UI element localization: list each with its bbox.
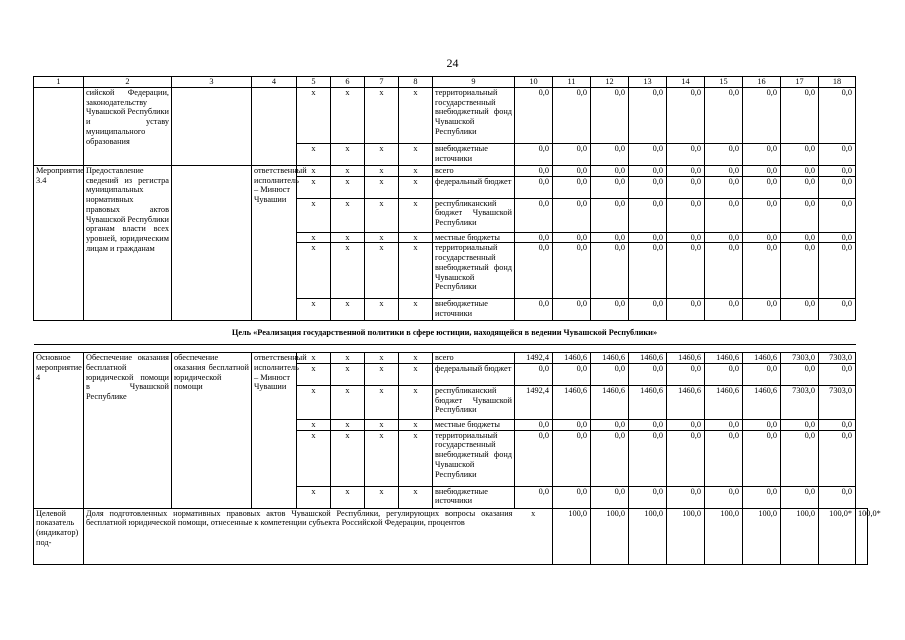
value-cell: 1492,4 — [515, 353, 553, 364]
value-cell: 0,0 — [591, 363, 629, 385]
value-cell: 0,0 — [553, 363, 591, 385]
value-cell: 0,0 — [819, 419, 856, 430]
code-cell: x — [399, 430, 433, 486]
column-number: 11 — [553, 77, 591, 88]
funding-source: территориальный государственный внебюджетный фонд Чувашской Республики — [433, 243, 515, 299]
indicator-value: 100,0 — [591, 508, 629, 564]
value-cell: 0,0 — [705, 232, 743, 243]
value-cell: 1460,6 — [667, 385, 705, 419]
code-cell: x — [365, 385, 399, 419]
funding-source: местные бюджеты — [433, 419, 515, 430]
value-cell: 0,0 — [515, 232, 553, 243]
value-cell: 0,0 — [515, 299, 553, 321]
column-number: 7 — [365, 77, 399, 88]
indicator-code: x — [515, 508, 553, 564]
code-cell: x — [331, 165, 365, 176]
value-cell: 1460,6 — [705, 385, 743, 419]
funding-source: внебюджетные источники — [433, 299, 515, 321]
value-cell: 0,0 — [743, 143, 781, 165]
value-cell: 1460,6 — [743, 353, 781, 364]
value-cell: 0,0 — [591, 243, 629, 299]
code-cell: x — [297, 385, 331, 419]
code-cell: x — [399, 419, 433, 430]
budget-table — [33, 76, 881, 565]
code-cell: x — [399, 165, 433, 176]
value-cell: 0,0 — [705, 419, 743, 430]
funding-source: федеральный бюджет — [433, 176, 515, 198]
value-cell: 0,0 — [819, 363, 856, 385]
value-cell: 0,0 — [667, 232, 705, 243]
code-cell: x — [365, 486, 399, 508]
value-cell: 0,0 — [515, 198, 553, 232]
code-cell: x — [399, 87, 433, 143]
code-cell: x — [297, 198, 331, 232]
executor — [252, 87, 297, 165]
code-cell: x — [297, 243, 331, 299]
value-cell: 0,0 — [515, 486, 553, 508]
value-cell: 0,0 — [591, 430, 629, 486]
value-cell: 0,0 — [781, 363, 819, 385]
value-cell: 0,0 — [515, 419, 553, 430]
value-cell: 0,0 — [743, 243, 781, 299]
column-number: 2 — [84, 77, 172, 88]
value-cell: 0,0 — [705, 165, 743, 176]
code-cell: x — [331, 419, 365, 430]
value-cell: 1460,6 — [553, 353, 591, 364]
value-cell: 0,0 — [819, 486, 856, 508]
value-cell: 0,0 — [781, 243, 819, 299]
value-cell: 0,0 — [591, 143, 629, 165]
task-description — [172, 87, 252, 165]
code-cell: x — [331, 143, 365, 165]
value-cell: 0,0 — [629, 419, 667, 430]
value-cell: 0,0 — [629, 243, 667, 299]
value-cell: 0,0 — [667, 198, 705, 232]
code-cell: x — [297, 165, 331, 176]
column-number: 1 — [34, 77, 84, 88]
value-cell: 0,0 — [515, 176, 553, 198]
column-number: 9 — [433, 77, 515, 88]
value-cell: 7303,0 — [819, 353, 856, 364]
code-cell: x — [399, 198, 433, 232]
value-cell: 0,0 — [705, 363, 743, 385]
value-cell: 0,0 — [667, 430, 705, 486]
funding-source: внебюджетные источники — [433, 143, 515, 165]
value-cell: 0,0 — [591, 419, 629, 430]
value-cell: 0,0 — [515, 243, 553, 299]
value-cell: 0,0 — [781, 299, 819, 321]
indicator-value: 100,0* — [856, 508, 868, 564]
value-cell: 1460,6 — [743, 385, 781, 419]
value-cell: 0,0 — [781, 430, 819, 486]
value-cell: 0,0 — [553, 486, 591, 508]
funding-source: внебюджетные источники — [433, 486, 515, 508]
value-cell: 1460,6 — [553, 385, 591, 419]
column-number: 18 — [819, 77, 856, 88]
indicator-value: 100,0 — [781, 508, 819, 564]
funding-source: всего — [433, 165, 515, 176]
indicator-value: 100,0 — [553, 508, 591, 564]
code-cell: x — [331, 176, 365, 198]
value-cell: 0,0 — [781, 198, 819, 232]
value-cell: 0,0 — [629, 143, 667, 165]
value-cell: 1460,6 — [667, 353, 705, 364]
indicator-value: 100,0* — [819, 508, 856, 564]
value-cell: 0,0 — [819, 430, 856, 486]
measure-description: Обеспечение оказания бесплатной юридической помощи в Чувашской Республике — [84, 353, 172, 509]
value-cell: 0,0 — [705, 87, 743, 143]
code-cell: x — [365, 165, 399, 176]
value-cell: 0,0 — [705, 299, 743, 321]
code-cell: x — [365, 143, 399, 165]
measure-label — [34, 87, 84, 165]
column-number: 8 — [399, 77, 433, 88]
code-cell: x — [399, 385, 433, 419]
value-cell: 0,0 — [591, 176, 629, 198]
value-cell: 7303,0 — [781, 353, 819, 364]
code-cell: x — [399, 363, 433, 385]
value-cell: 0,0 — [667, 176, 705, 198]
code-cell: x — [297, 430, 331, 486]
value-cell: 0,0 — [553, 299, 591, 321]
measure-description: Предоставление сведений из регистра муниципальных нормативных правовых актов Чувашской Республики органам власти всех уровней, юридическим лицам и гражданам — [84, 165, 172, 321]
value-cell: 1460,6 — [629, 353, 667, 364]
column-number: 12 — [591, 77, 629, 88]
value-cell: 1460,6 — [591, 385, 629, 419]
value-cell: 0,0 — [819, 198, 856, 232]
funding-source: территориальный государственный внебюджетный фонд Чувашской Республики — [433, 87, 515, 143]
executor: ответственный исполнитель – Минюст Чувашии — [252, 165, 297, 321]
value-cell: 0,0 — [743, 430, 781, 486]
code-cell: x — [399, 176, 433, 198]
value-cell: 0,0 — [781, 165, 819, 176]
code-cell: x — [365, 299, 399, 321]
value-cell: 0,0 — [781, 419, 819, 430]
value-cell: 0,0 — [743, 419, 781, 430]
measure-label: Основное мероприятие 4 — [34, 353, 84, 509]
value-cell: 0,0 — [553, 143, 591, 165]
value-cell: 0,0 — [515, 363, 553, 385]
value-cell: 0,0 — [667, 165, 705, 176]
value-cell: 7303,0 — [781, 385, 819, 419]
value-cell: 0,0 — [705, 143, 743, 165]
value-cell: 0,0 — [629, 176, 667, 198]
funding-source: территориальный государственный внебюджетный фонд Чувашской Республики — [433, 430, 515, 486]
executor: ответственный исполнитель – Минюст Чувашии — [252, 353, 297, 509]
value-cell: 0,0 — [705, 176, 743, 198]
value-cell: 0,0 — [819, 232, 856, 243]
column-number: 3 — [172, 77, 252, 88]
task-description: обеспечение оказания бесплатной юридической помощи — [172, 353, 252, 509]
header-row — [34, 77, 868, 88]
indicator-value: 100,0 — [705, 508, 743, 564]
value-cell: 0,0 — [553, 87, 591, 143]
value-cell: 0,0 — [819, 87, 856, 143]
code-cell: x — [365, 87, 399, 143]
code-cell: x — [365, 430, 399, 486]
indicator-label: Целевой показатель (индикатор) под- — [34, 508, 84, 564]
column-number: 6 — [331, 77, 365, 88]
code-cell: x — [331, 486, 365, 508]
value-cell: 0,0 — [781, 176, 819, 198]
code-cell: x — [399, 243, 433, 299]
code-cell: x — [365, 176, 399, 198]
value-cell: 0,0 — [553, 176, 591, 198]
code-cell: x — [365, 419, 399, 430]
indicator-description: Доля подготовленных нормативных правовых актов Чувашской Республики, регулирующих вопросы оказания бесплатной юридической помощи, отнесенные к компетенции субъекта Российской Федерации, процентов — [84, 508, 515, 564]
value-cell: 0,0 — [819, 176, 856, 198]
code-cell: x — [399, 299, 433, 321]
value-cell: 0,0 — [629, 198, 667, 232]
column-number: 16 — [743, 77, 781, 88]
column-number: 17 — [781, 77, 819, 88]
value-cell: 0,0 — [591, 87, 629, 143]
spacer-row — [34, 345, 868, 353]
value-cell: 0,0 — [591, 232, 629, 243]
value-cell: 0,0 — [629, 232, 667, 243]
indicator-row — [34, 508, 868, 564]
code-cell: x — [297, 486, 331, 508]
value-cell: 0,0 — [743, 486, 781, 508]
value-cell: 0,0 — [743, 176, 781, 198]
value-cell: 0,0 — [629, 299, 667, 321]
column-number: 4 — [252, 77, 297, 88]
value-cell: 0,0 — [629, 430, 667, 486]
goal-row — [34, 321, 868, 345]
funding-source: республиканский бюджет Чувашской Республики — [433, 385, 515, 419]
value-cell: 0,0 — [591, 299, 629, 321]
indicator-value: 100,0 — [629, 508, 667, 564]
value-cell: 0,0 — [553, 232, 591, 243]
value-cell: 0,0 — [781, 232, 819, 243]
code-cell: x — [331, 385, 365, 419]
funding-source: республиканский бюджет Чувашской Республики — [433, 198, 515, 232]
value-cell: 0,0 — [667, 143, 705, 165]
value-cell: 0,0 — [515, 430, 553, 486]
value-cell: 0,0 — [819, 165, 856, 176]
value-cell: 1460,6 — [591, 353, 629, 364]
code-cell: x — [331, 363, 365, 385]
code-cell: x — [297, 143, 331, 165]
table-row — [34, 87, 868, 143]
column-number: 5 — [297, 77, 331, 88]
code-cell: x — [365, 198, 399, 232]
value-cell: 0,0 — [591, 165, 629, 176]
value-cell: 0,0 — [629, 363, 667, 385]
measure-label: Мероприятие 3.4 — [34, 165, 84, 321]
code-cell: x — [331, 87, 365, 143]
goal-title: Цель «Реализация государственной политики в сфере юстиции, находящейся в ведении Чувашской Республики» — [34, 321, 856, 345]
code-cell: x — [297, 299, 331, 321]
code-cell: x — [297, 353, 331, 364]
value-cell: 0,0 — [819, 243, 856, 299]
funding-source: федеральный бюджет — [433, 363, 515, 385]
value-cell: 0,0 — [629, 486, 667, 508]
indicator-value: 100,0 — [743, 508, 781, 564]
value-cell: 1460,6 — [629, 385, 667, 419]
value-cell: 0,0 — [705, 198, 743, 232]
value-cell: 0,0 — [743, 363, 781, 385]
funding-source: всего — [433, 353, 515, 364]
code-cell: x — [365, 243, 399, 299]
value-cell: 0,0 — [591, 486, 629, 508]
code-cell: x — [297, 419, 331, 430]
column-number: 14 — [667, 77, 705, 88]
measure-description: сийской Федерации, законодательству Чувашской Республики и уставу муниципального образования — [84, 87, 172, 165]
column-number: 13 — [629, 77, 667, 88]
task-description — [172, 165, 252, 321]
value-cell: 0,0 — [515, 87, 553, 143]
column-number: 15 — [705, 77, 743, 88]
code-cell: x — [399, 353, 433, 364]
code-cell: x — [399, 232, 433, 243]
indicator-value: 100,0 — [667, 508, 705, 564]
code-cell: x — [399, 143, 433, 165]
value-cell: 0,0 — [667, 419, 705, 430]
spacer — [34, 345, 856, 353]
value-cell: 0,0 — [515, 165, 553, 176]
code-cell: x — [365, 353, 399, 364]
value-cell: 0,0 — [515, 143, 553, 165]
code-cell: x — [365, 363, 399, 385]
value-cell: 0,0 — [743, 299, 781, 321]
value-cell: 0,0 — [667, 363, 705, 385]
value-cell: 0,0 — [781, 143, 819, 165]
value-cell: 0,0 — [705, 430, 743, 486]
code-cell: x — [297, 176, 331, 198]
value-cell: 0,0 — [553, 198, 591, 232]
code-cell: x — [331, 430, 365, 486]
value-cell: 0,0 — [743, 232, 781, 243]
value-cell: 0,0 — [705, 243, 743, 299]
value-cell: 0,0 — [553, 165, 591, 176]
value-cell: 0,0 — [629, 87, 667, 143]
value-cell: 7303,0 — [819, 385, 856, 419]
value-cell: 0,0 — [819, 143, 856, 165]
value-cell: 0,0 — [591, 198, 629, 232]
value-cell: 0,0 — [705, 486, 743, 508]
code-cell: x — [331, 198, 365, 232]
value-cell: 0,0 — [781, 87, 819, 143]
value-cell: 0,0 — [667, 486, 705, 508]
table-row — [34, 165, 868, 176]
value-cell: 0,0 — [629, 165, 667, 176]
value-cell: 0,0 — [743, 165, 781, 176]
value-cell: 0,0 — [667, 243, 705, 299]
value-cell: 1492,4 — [515, 385, 553, 419]
code-cell: x — [331, 353, 365, 364]
value-cell: 0,0 — [819, 299, 856, 321]
code-cell: x — [331, 299, 365, 321]
code-cell: x — [399, 486, 433, 508]
code-cell: x — [331, 232, 365, 243]
funding-source: местные бюджеты — [433, 232, 515, 243]
value-cell: 0,0 — [743, 198, 781, 232]
code-cell: x — [297, 363, 331, 385]
code-cell: x — [297, 232, 331, 243]
value-cell: 0,0 — [553, 430, 591, 486]
value-cell: 0,0 — [667, 87, 705, 143]
value-cell: 0,0 — [743, 87, 781, 143]
code-cell: x — [331, 243, 365, 299]
value-cell: 0,0 — [781, 486, 819, 508]
page-number: 24 — [446, 56, 459, 70]
table-row — [34, 353, 868, 364]
value-cell: 1460,6 — [705, 353, 743, 364]
value-cell: 0,0 — [553, 419, 591, 430]
code-cell: x — [297, 87, 331, 143]
value-cell: 0,0 — [553, 243, 591, 299]
column-number: 10 — [515, 77, 553, 88]
value-cell: 0,0 — [667, 299, 705, 321]
code-cell: x — [365, 232, 399, 243]
